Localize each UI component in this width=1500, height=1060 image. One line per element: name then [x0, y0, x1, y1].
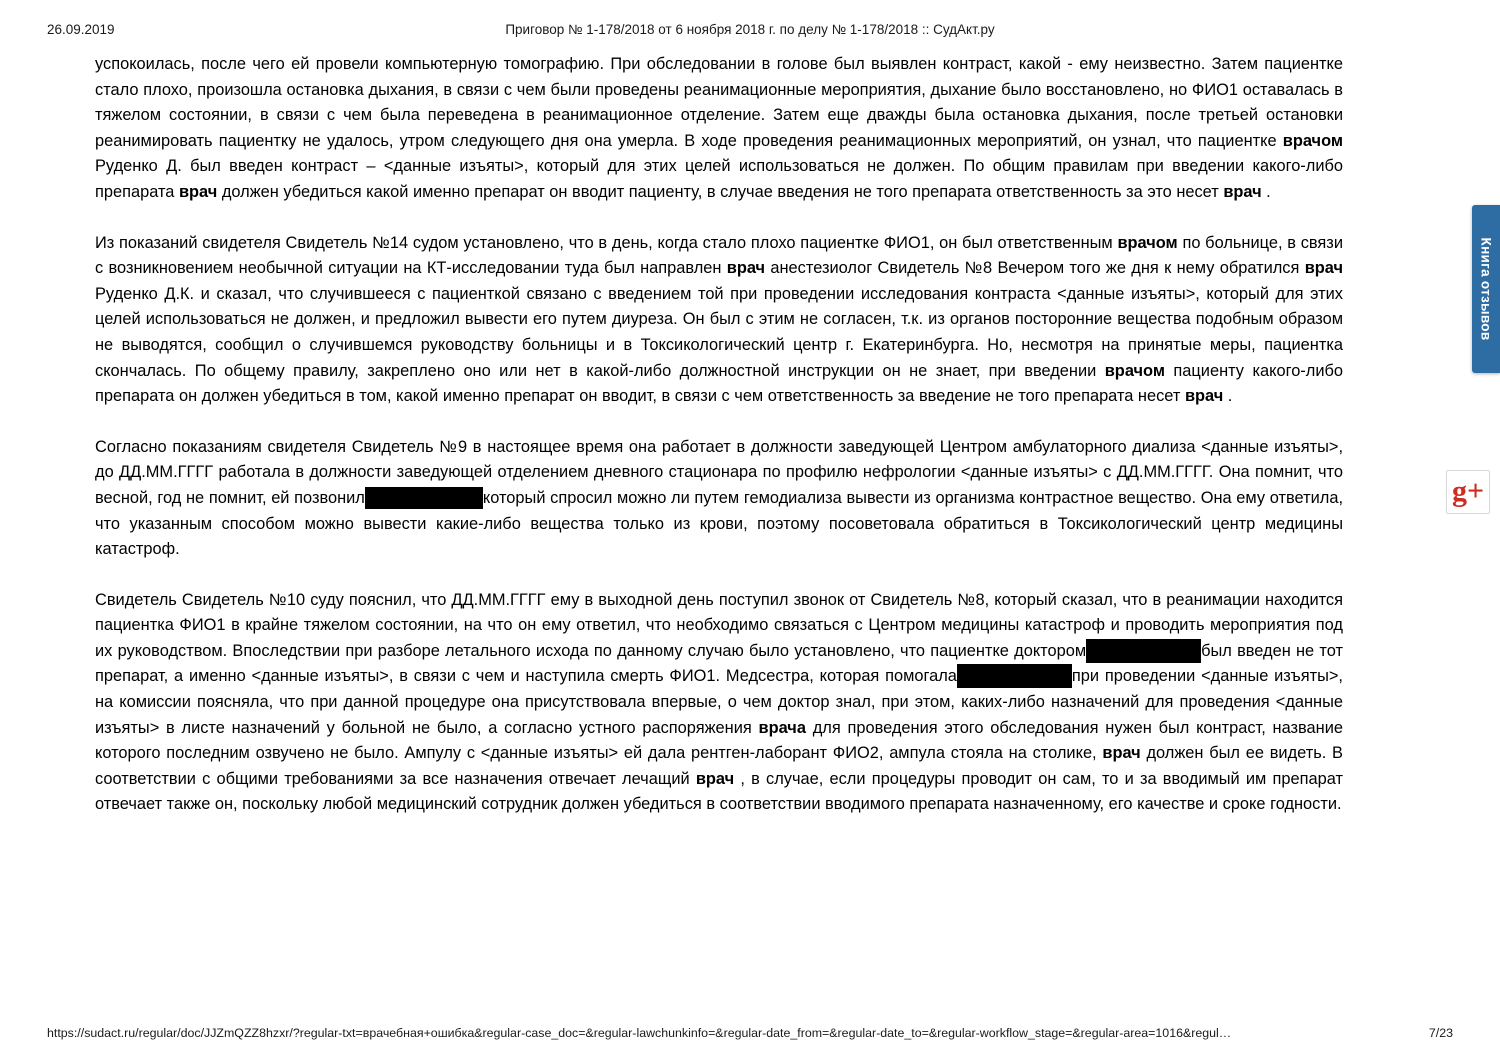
google-plus-icon: g+: [1451, 474, 1485, 508]
paragraph: Согласно показаниям свидетеля Свидетель №9 в настоящее время она работает в должности заведующей Центром амбулаторного диализа <данные изъяты>, до ДД.ММ.ГГГГ работала в должности заведующей отделением дневного стационара по профилю нефрологии <данные изъяты> с ДД.ММ.ГГГГ. Она помнит, что весной, год не помнит, ей позвонил который спросил можно ли путем гемодиализа вывести из организма контрастное вещество. Она ему ответила, что указанным способом можно вывести какие-либо вещества только из крови, поэтому посоветовала обратиться в Токсикологический центр медицины катастроф.: [95, 437, 1343, 559]
redaction-bar: [1086, 639, 1201, 663]
paragraph: успокоилась, после чего ей провели компьютерную томографию. При обследовании в голове был выявлен контраст, какой - ему неизвестно. Затем пациентке стало плохо, произошла остановка дыхания, в связи с чем были проведены реанимационные мероприятия, дыхание было восстановлено, но ФИО1 оставалась в тяжелом состоянии, в связи с чем была переведена в реанимационное отделение. Затем еще дважды была остановка дыхания, после третьей остановки реанимировать пациентку не удалось, утром следующего дня она умерла. В ходе проведения реанимационных мероприятий, он узнал, что пациентке врачом Руденко Д. был введен контраст – <данные изъяты>, который для этих целей использоваться не должен. По общим правилам при введении какого-либо препарата врач должен убедиться какой именно препарат он вводит пациенту, в случае введения не того препарата ответственность за это несет врач .: [95, 55, 1343, 201]
emphasis-term: врач: [726, 259, 766, 278]
redaction-bar: [957, 664, 1072, 688]
google-plus-share-button[interactable]: [1446, 470, 1490, 514]
emphasis-term: врачом: [1282, 131, 1343, 150]
emphasis-term: врач: [695, 769, 735, 788]
emphasis-term: врач: [178, 182, 218, 201]
footer-url[interactable]: https://sudact.ru/regular/doc/JJZmQZZ8hzxr/?regular-txt=врачебная+ошибка&regular-case_doc=&regular-lawchunkinfo=&regular-date_from=&regular-date_to=&regular-workflow_stage=&regular-area=1016&regul…: [47, 1026, 1232, 1040]
emphasis-term: врача: [758, 718, 806, 737]
feedback-book-tab[interactable]: [1472, 205, 1500, 373]
footer-page-number: 7/23: [1428, 1026, 1453, 1040]
page-footer: [0, 1026, 1500, 1042]
emphasis-term: врач: [1223, 182, 1262, 201]
emphasis-term: врач: [1102, 744, 1141, 763]
page-header: [0, 22, 1500, 40]
emphasis-term: врачом: [1117, 233, 1178, 252]
header-title: Приговор № 1-178/2018 от 6 ноября 2018 г. по делу № 1-178/2018 :: СудАкт.ру: [505, 22, 995, 37]
paragraph: Свидетель Свидетель №10 суду пояснил, что ДД.ММ.ГГГГ ему в выходной день поступил звонок от Свидетель №8, который сказал, что в реанимации находится пациентка ФИО1 в крайне тяжелом состоянии, на что он ему ответил, что необходимо связаться с Центром медицины катастроф и проводить мероприятия под их руководством. Впоследствии при разборе летального исхода по данному случаю было установлено, что пациентке доктором был введен не тот препарат, а именно <данные изъяты>, в связи с чем и наступила смерть ФИО1. Медсестра, которая помогала при проведении <данные изъяты>, на комиссии поясняла, что при данной процедуре она присутствовала впервые, о чем доктор знал, при этом, каких-либо назначений для проведения <данные изъяты> в листе назначений у больной не было, а согласно устного распоряжения врача для проведения этого обследования нужен был контраст, название которого последним озвучено не было. Ампулу с <данные изъяты> ей дала рентген-лаборант ФИО2, ампула стояла на столике, врач должен был ее видеть. В соответствии с общими требованиями за все назначения отвечает лечащий врач , в случае, если процедуры проводит он сам, то и за вводимый им препарат отвечает также он, поскольку любой медицинский сотрудник должен убедиться в соответствии вводимого препарата назначенному, его качестве и сроке годности.: [95, 590, 1343, 814]
paragraph: Из показаний свидетеля Свидетель №14 судом установлено, что в день, когда стало плохо пациентке ФИО1, он был ответственным врачом по больнице, в связи с возникновением необычной ситуации на КТ-исследовании туда был направлен врач анестезиолог Свидетель №8 Вечером того же дня к нему обратился врач Руденко Д.К. и сказал, что случившееся с пациенткой связано с введением той при проведении исследования контраста <данные изъяты>, который для этих целей использоваться не должен, и предложил вывести его путем диуреза. Он был с этим не согласен, т.к. из органов посторонние вещества подобным образом не выводятся, сообщил о случившемся руководству больницы и в Токсикологический центр г. Екатеринбурга. Но, несмотря на принятые меры, пациентка скончалась. По общему правилу, закреплено оно или нет в какой-либо должностной инструкции он не знает, при введении врачом пациенту какого-либо препарата он должен убедиться в том, какой именно препарат он вводит, в связи с чем ответственность за введение не того препарата несет врач .: [95, 233, 1343, 406]
emphasis-term: врачом: [1104, 361, 1165, 380]
feedback-book-label: Книга отзывов: [1478, 237, 1494, 341]
document-body: [95, 52, 1343, 818]
redaction-bar: [365, 487, 483, 509]
emphasis-term: врач: [1184, 387, 1224, 406]
emphasis-term: врач: [1304, 259, 1343, 278]
header-date: 26.09.2019: [47, 22, 115, 37]
